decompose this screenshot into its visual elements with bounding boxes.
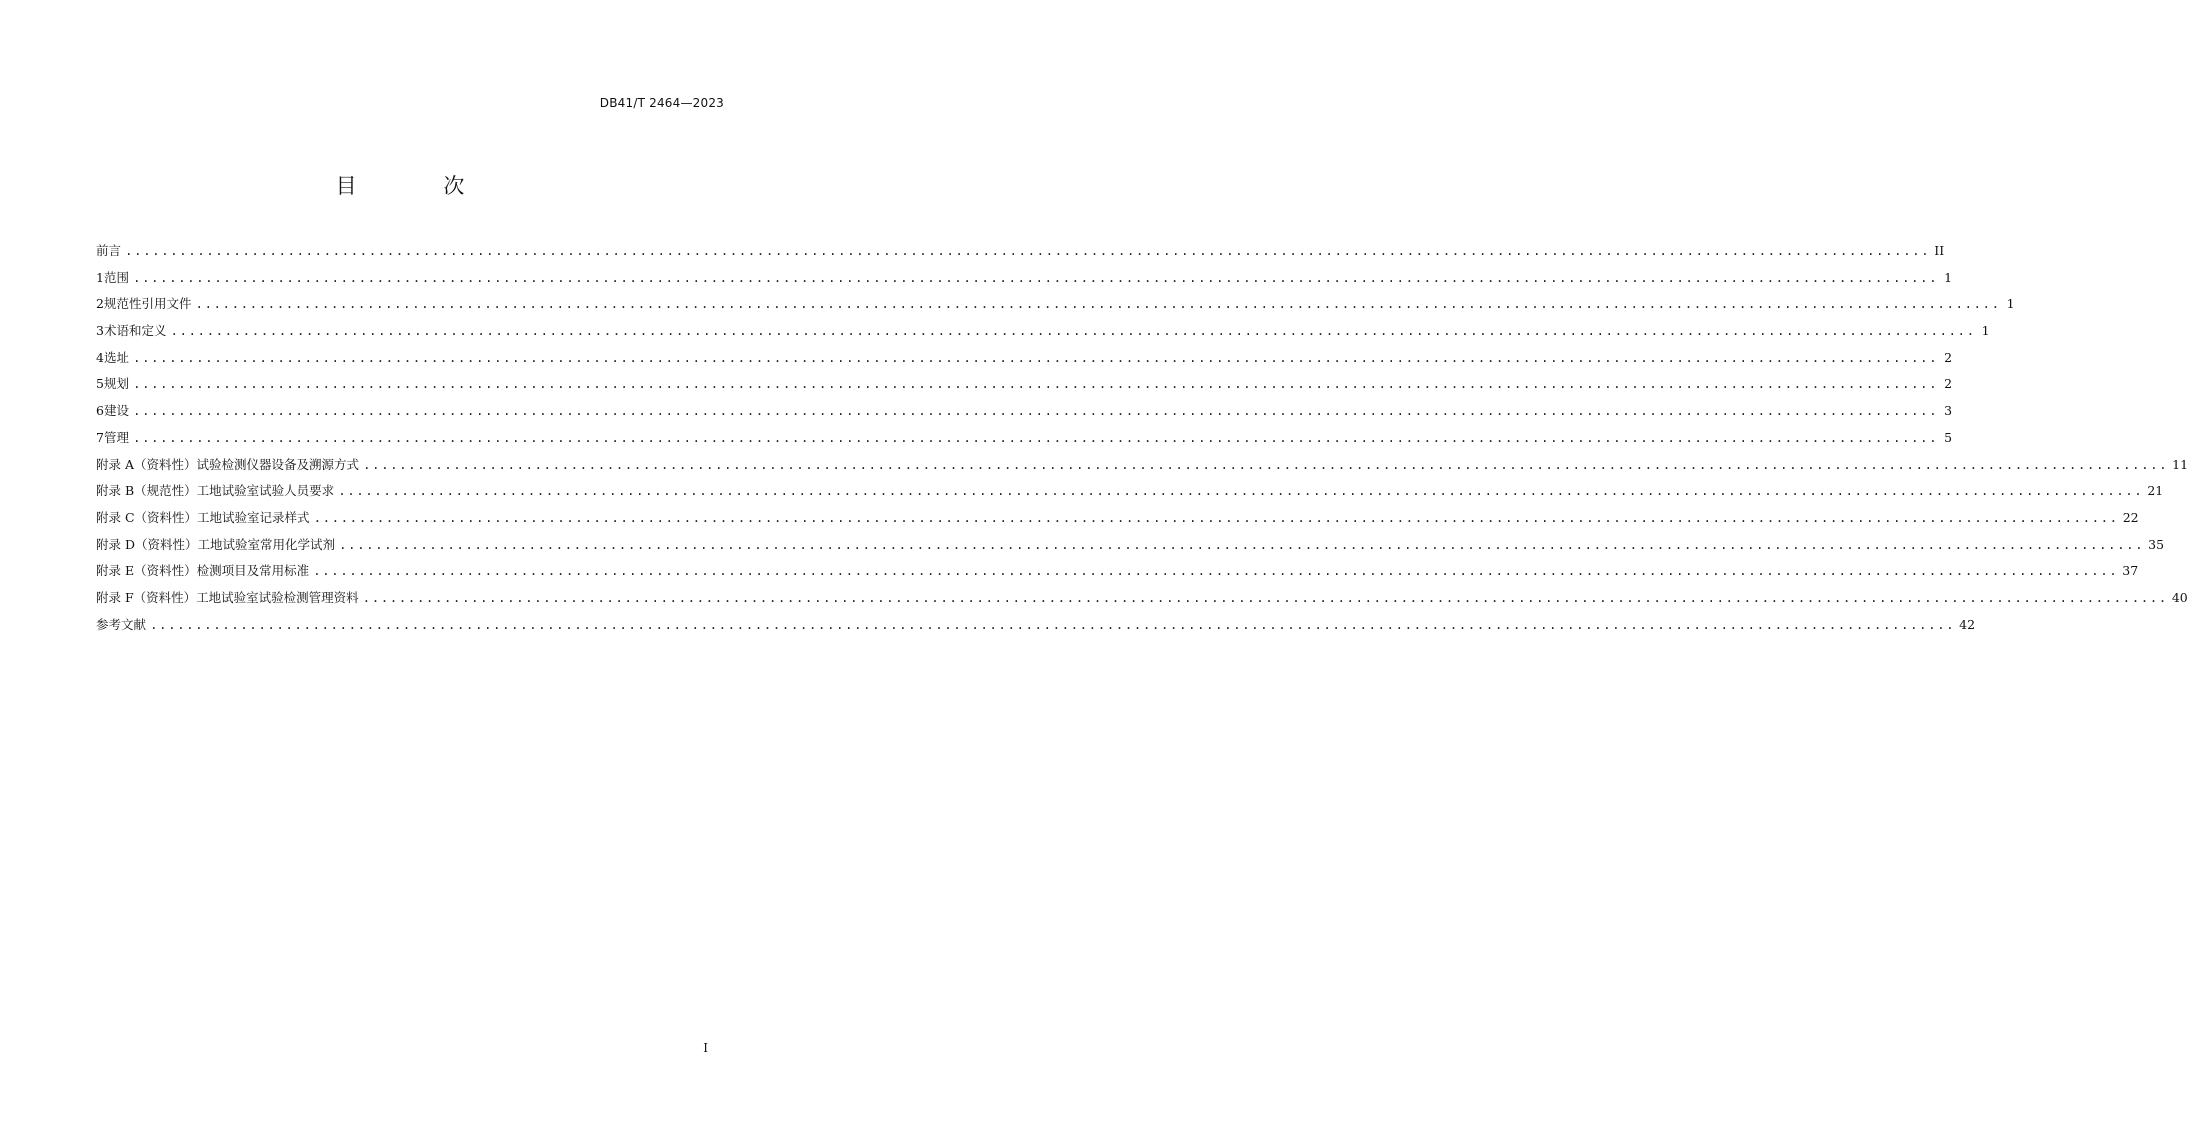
toc-dot-leader: ........................................................................................................................................................................................................ (363, 456, 2169, 472)
toc-entry-page: 22 (2122, 509, 2139, 525)
toc-entry-number: 4 (96, 349, 104, 365)
toc-entry-title: 工地试验室试验人员要求 (196, 483, 335, 499)
toc-entry-page: 37 (2122, 563, 2139, 579)
toc-entry[interactable] (96, 374, 1953, 401)
toc-entry-page: 1 (1944, 269, 1953, 285)
toc-entry-title: 规范性引用文件 (103, 296, 192, 312)
toc-entry[interactable] (96, 241, 1945, 268)
toc-entry-page: 1 (2006, 296, 2015, 312)
toc-dot-leader: ........................................................................................................................................................................................................ (132, 429, 1939, 445)
toc-dot-leader: ........................................................................................................................................................................................................ (132, 349, 1939, 365)
toc-entry[interactable] (96, 428, 1953, 455)
toc-entry-page: 3 (1944, 403, 1953, 419)
toc-entry[interactable] (96, 321, 1990, 348)
toc-entry-title: 管理 (103, 429, 129, 445)
toc-entry-number: 5 (96, 376, 104, 392)
toc-entry-appendix-label: 附录 C（资料性） (96, 509, 198, 525)
toc-entry-appendix-label: 附录 B（规范性） (96, 483, 197, 499)
toc-entry-page: 42 (1959, 616, 1976, 632)
toc-entry[interactable] (96, 348, 1953, 375)
toc-entry-appendix-label: 附录 D（资料性） (96, 536, 198, 552)
toc-dot-leader: ........................................................................................................................................................................................................ (339, 536, 2145, 552)
toc-entry-number: 7 (96, 429, 104, 445)
toc-entry-title: 范围 (103, 269, 129, 285)
toc-entry-appendix-label: 附录 E（资料性） (96, 563, 197, 579)
toc-entry[interactable] (96, 401, 1953, 428)
toc-entry-title: 工地试验室试验检测管理资料 (196, 589, 359, 605)
toc-entry-page: 11 (2172, 456, 2188, 472)
document-code: DB41/T 2464—2023 (599, 96, 724, 110)
toc-entry-page: 2 (1944, 349, 1953, 365)
toc-entry-title: 工地试验室常用化学试剂 (197, 536, 336, 552)
toc-entry[interactable] (96, 268, 1953, 295)
toc-dot-leader: ........................................................................................................................................................................................................ (170, 323, 1976, 339)
toc-entry-page: 5 (1944, 429, 1953, 445)
toc-entry-page: 1 (1981, 323, 1990, 339)
toc-entry[interactable] (96, 294, 2015, 321)
page-number: I (703, 1041, 708, 1055)
toc-entry-title: 前言 (96, 243, 122, 258)
toc-entry-appendix-label: 附录 A（资料性） (96, 456, 197, 472)
toc-dot-leader: ........................................................................................................................................................................................................ (362, 589, 2168, 605)
toc-dot-leader: ........................................................................................................................................................................................................ (132, 403, 1939, 419)
toc-entry-page: 21 (2147, 483, 2164, 499)
toc-entry-title: 建设 (103, 403, 129, 419)
toc-entry-page: II (1934, 243, 1945, 258)
toc-entry-title: 选址 (103, 349, 129, 365)
toc-dot-leader: ........................................................................................................................................................................................................ (313, 509, 2119, 525)
table-of-contents (96, 241, 2188, 641)
toc-entry-page: 2 (1944, 376, 1953, 392)
toc-entry-title: 检测项目及常用标准 (196, 563, 310, 579)
toc-entry[interactable] (96, 561, 2139, 588)
toc-dot-leader: ........................................................................................................................................................................................................ (125, 243, 1931, 258)
toc-entry-number: 2 (96, 296, 104, 312)
toc-dot-leader: ........................................................................................................................................................................................................ (132, 269, 1939, 285)
toc-entry[interactable] (96, 455, 2188, 482)
page-title: 目 次 (335, 174, 505, 198)
toc-entry-title: 规划 (103, 376, 129, 392)
toc-dot-leader: ........................................................................................................................................................................................................ (313, 563, 2119, 579)
toc-entry[interactable] (96, 615, 1976, 642)
toc-entry-page: 40 (2171, 589, 2188, 605)
toc-entry-title: 术语和定义 (103, 323, 167, 339)
toc-dot-leader: ........................................................................................................................................................................................................ (195, 296, 2001, 312)
toc-entry-page: 35 (2148, 536, 2165, 552)
toc-dot-leader: ........................................................................................................................................................................................................ (150, 616, 1956, 632)
toc-entry-appendix-label: 附录 F（资料性） (96, 589, 197, 605)
toc-entry[interactable] (96, 481, 2164, 508)
toc-entry-title: 试验检测仪器设备及溯源方式 (196, 456, 360, 472)
toc-entry[interactable] (96, 588, 2188, 615)
toc-entry-number: 3 (96, 323, 104, 339)
toc-entry[interactable] (96, 508, 2139, 535)
toc-dot-leader: ........................................................................................................................................................................................................ (338, 483, 2144, 499)
toc-entry-number: 6 (96, 403, 104, 419)
toc-entry-title: 工地试验室记录样式 (197, 509, 310, 525)
toc-entry[interactable] (96, 535, 2165, 562)
toc-entry-title: 参考文献 (96, 616, 147, 632)
toc-dot-leader: ........................................................................................................................................................................................................ (132, 376, 1939, 392)
toc-entry-number: 1 (96, 269, 104, 285)
